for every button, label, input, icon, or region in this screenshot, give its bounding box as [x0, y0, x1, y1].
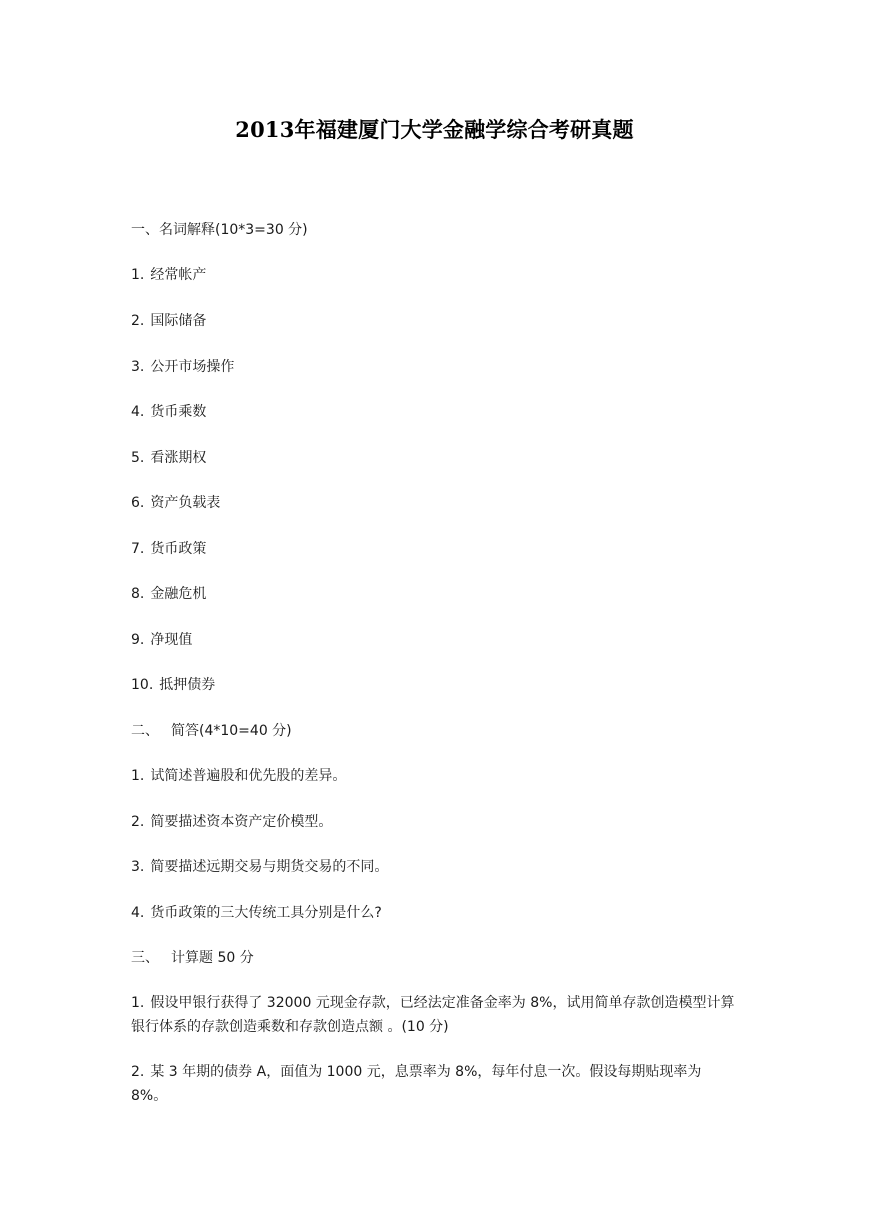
item-text: 简要描述资本资产定价模型。 — [150, 814, 333, 830]
section-heading-1: 一、名词解释(10*3=30 分) — [131, 222, 308, 238]
item-number: 2. — [131, 1064, 145, 1080]
item-number: 1. — [131, 267, 145, 283]
item-text: 假设甲银行获得了 32000 元现金存款，已经法定准备金率为 8%，试用简单存款创造模型计算银行体系的存款创造乘数和存款创造点额 。(10 分) — [131, 995, 735, 1035]
section-title: 计算题 50 分 — [171, 950, 254, 966]
item-number: 2. — [131, 313, 145, 329]
list-item — [131, 266, 206, 284]
item-text: 净现值 — [150, 632, 193, 648]
list-item — [131, 585, 206, 603]
item-text: 抵押债券 — [159, 677, 216, 693]
item-text: 看涨期权 — [150, 450, 207, 466]
item-text: 货币政策的三大传统工具分别是什么? — [150, 905, 382, 921]
list-item — [131, 631, 192, 649]
item-number: 4. — [131, 905, 145, 921]
page-title: 2013年福建厦门大学金融学综合考研真题 — [235, 117, 634, 142]
section-heading-2 — [131, 722, 292, 740]
item-number: 6. — [131, 495, 145, 511]
question-paragraph — [131, 1060, 741, 1108]
item-text: 货币乘数 — [150, 404, 207, 420]
section-marker: 三、 — [131, 950, 159, 966]
item-text: 金融危机 — [150, 586, 207, 602]
item-number: 2. — [131, 814, 145, 830]
item-number: 9. — [131, 632, 145, 648]
item-text: 国际储备 — [150, 313, 207, 329]
item-text: 某 3 年期的债券 A，面值为 1000 元，息票率为 8%，每年付息一次。假设每期贴现率为 8%。 — [131, 1064, 702, 1104]
list-item — [131, 540, 206, 558]
section-heading-3 — [131, 949, 254, 967]
list-item — [131, 358, 234, 376]
list-item — [131, 813, 332, 831]
item-number: 1. — [131, 768, 145, 784]
item-text: 经常帐产 — [150, 267, 207, 283]
section-title: 简答(4*10=40 分) — [171, 723, 292, 739]
item-number: 1. — [131, 995, 145, 1011]
item-text: 简要描述远期交易与期货交易的不同。 — [150, 859, 389, 875]
item-number: 5. — [131, 450, 145, 466]
section-marker: 二、 — [131, 723, 159, 739]
list-item — [131, 449, 206, 467]
item-number: 3. — [131, 859, 145, 875]
item-text: 试简述普遍股和优先股的差异。 — [150, 768, 347, 784]
list-item — [131, 312, 206, 330]
list-item — [131, 676, 215, 694]
item-text: 资产负载表 — [150, 495, 221, 511]
item-number: 3. — [131, 359, 145, 375]
item-text: 货币政策 — [150, 541, 207, 557]
question-paragraph — [131, 991, 741, 1039]
list-item — [131, 767, 346, 785]
item-text: 公开市场操作 — [150, 359, 235, 375]
item-number: 10. — [131, 677, 154, 693]
list-item — [131, 858, 388, 876]
list-item — [131, 494, 220, 512]
item-number: 8. — [131, 586, 145, 602]
item-number: 7. — [131, 541, 145, 557]
list-item — [131, 904, 382, 922]
item-number: 4. — [131, 404, 145, 420]
list-item — [131, 403, 206, 421]
